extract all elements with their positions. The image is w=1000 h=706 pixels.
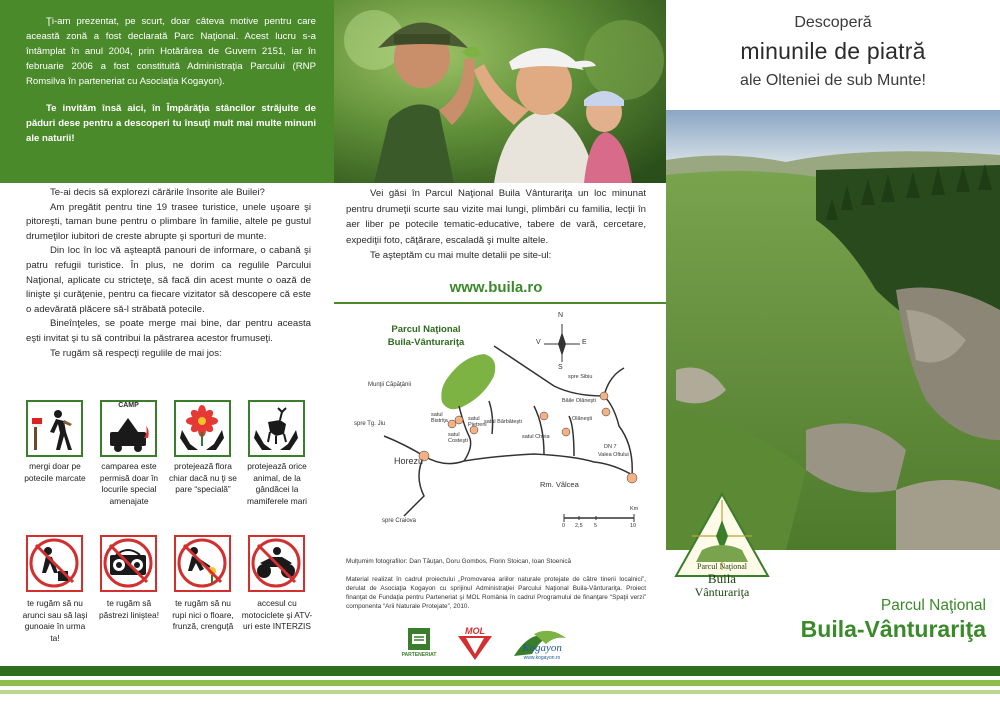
rule-caption-5: te rugăm să nu arunci sau să laşi gunoaie în urma ta!	[22, 598, 88, 643]
deer-hands-icon	[248, 400, 305, 457]
map-label-rm-valcea: Rm. Vâlcea	[540, 480, 579, 489]
no-radio-icon	[100, 535, 157, 592]
scale-tick-3: 10	[630, 523, 637, 529]
rule-caption-4: protejează orice animal, de la gândăcei la mamiferele mari	[246, 461, 308, 506]
left-paragraph-5: Te rugăm să respecţi regulile de mai jos:	[50, 347, 222, 359]
left-paragraph-4: Bineînţeles, se poate merge mai bine, dar pentru aceasta eşti invitat şi tu să contribui la păstrarea acestor frumuseţi.	[26, 318, 311, 344]
map-label-tg-jiu: spre Tg. Jiu	[354, 421, 386, 427]
emblem-text-1: Parcul Naţional	[697, 562, 747, 571]
hiker-icon	[26, 400, 83, 457]
left-paragraph-3: Din loc în loc vă aşteaptă panouri de informare, o cabană şi patru refugii turistice. În plus, ne dorim ca regulile Parcului Naţional, aplicate cu stricteţe, să facă din acest munte o oază de linişte şi curăţenie, pentru ca fiecare vizitator să descopere că este o adevărată plăcere să-l străbată potecile.	[26, 245, 311, 315]
map-title-line-1: Parcul Naţional	[391, 324, 461, 335]
flower-hands-icon	[174, 400, 231, 457]
rule-caption-3: protejează flora chiar dacă nu ţi se pare “specială”	[169, 461, 237, 494]
rule-caption-7: te rugăm să nu rupi nici o floare, frunză, crenguţă	[172, 598, 234, 631]
no-litter-icon	[26, 535, 83, 592]
map-label-cheia: satul Cheia	[522, 434, 550, 440]
park-map	[334, 306, 666, 558]
middle-text-block	[346, 186, 646, 264]
map-label-sibiu: spre Sibiu	[568, 374, 593, 380]
map-label-costesti: satul Costeşti	[448, 432, 468, 444]
cover-tagline-3: ale Olteniei de sub Munte!	[740, 72, 926, 89]
landscape-photo	[666, 110, 1000, 599]
kogayon-label: Kogayon	[522, 642, 562, 654]
rule-caption-2: camparea este permisă doar în locurile special amenajate	[99, 461, 159, 506]
intro-paragraph-2: Te invităm însă aici, în Împărăţia stâncilor străjuite de păduri dese pentru a descoperi tu însuţi mult mai multe minuni ale naturii!	[26, 103, 316, 144]
scale-tick-0: 0	[562, 523, 566, 529]
map-title-line-2: Buila-Vânturariţa	[387, 337, 465, 348]
map-label-horezu: Horezu	[394, 456, 424, 466]
map-label-pietreni: satul Pietreni	[468, 416, 487, 428]
map-label-craiova: spre Craiova	[382, 518, 417, 524]
map-label-olanesti: Olăneşti	[572, 416, 593, 422]
camp-label: CAMP	[118, 402, 139, 409]
compass-north: N	[558, 312, 564, 319]
photo-credits: Mulţumim fotografilor: Dan Tăuţan, Doru Gombos, Florin Stoican, Ioan Stoenică	[346, 558, 572, 565]
website-link[interactable]: www.buila.ro	[449, 279, 543, 296]
compass-south: S	[558, 364, 563, 371]
section-divider	[334, 302, 666, 304]
cover-tagline-1: Descoperă	[794, 14, 872, 31]
park-title-line-1: Parcul Naţional	[880, 597, 986, 614]
middle-paragraph-1: Vei găsi în Parcul Naţional Buila Vânturariţa un loc minunat pentru drumeţii scurte sau vizite mai lungi, plimbări cu familia, lecţii în aer liber pe potecile tematic-educative, tabere de vară, cercetare, expediţii foto, căţărare, escaladă şi multe altele.	[346, 188, 646, 246]
map-label-dn7: DN 7	[604, 444, 617, 450]
cover-tagline-2: minunile de piatră	[740, 38, 926, 64]
hikers-photo	[334, 0, 666, 183]
scale-unit: Km	[630, 506, 639, 512]
map-label-bistrita: satul Bistriţa	[431, 412, 448, 424]
emblem-text-2: Buila	[707, 571, 737, 586]
left-paragraph-2: Am pregătit pentru tine 19 trasee turistice, unele uşoare şi pitoreşti, taman bune pentru o plimbare în familie, altele pe gustul drumeţilor iubitori de creste abrupte şi sporturi de munte.	[26, 201, 311, 242]
park-title-line-2: Buila-Vânturariţa	[800, 616, 986, 642]
map-label-baile: Băile Olăneşti	[562, 398, 596, 404]
compass-west: V	[536, 339, 541, 346]
left-paragraph-1: Te-ai decis să explorezi cărările însorite ale Builei?	[50, 187, 265, 198]
compass-east: E	[582, 339, 587, 346]
mol-label: MOL	[465, 626, 485, 636]
map-label-capatanii: Munţii Căpăţânii	[368, 382, 412, 388]
emblem-text-3: Vânturariţa	[694, 585, 750, 599]
scale-tick-1: 2,5	[575, 523, 583, 529]
map-label-valea-oltului: Valea Oltului	[598, 452, 629, 458]
scale-tick-2: 5	[594, 523, 598, 529]
bottom-margin	[0, 697, 1000, 706]
kogayon-url: www.kogayon.ro	[523, 655, 561, 661]
middle-paragraph-2: Te aşteptăm cu mai multe detalii pe site-ul:	[370, 250, 552, 261]
left-text-block	[26, 186, 311, 361]
rule-caption-6: te rugăm să păstrezi liniştea!	[98, 598, 160, 620]
map-label-barbatesti: satul Bărbăteşti	[484, 419, 522, 425]
intro-panel	[0, 0, 334, 183]
bottom-stripe-3	[0, 690, 1000, 694]
no-atv-icon	[248, 535, 305, 592]
bottom-stripe-1	[0, 666, 1000, 676]
sponsor-text: Material realizat în cadrul proiectului „Promovarea ariilor naturale protejate de către tinerii localnici”, derulat de Asociaţia Kogayon cu sprijinul Administraţiei Parcului Naţional Buila-Vânturariţa. Proiect finanţat de Fundaţia pentru Parteneriat şi MOL România în cadrul Programului de finanţare “Spaţii verzi” componenta “Arii Naturale Protejate”, 2010.	[346, 576, 646, 610]
intro-paragraph-1: Ţi-am prezentat, pe scurt, doar câteva motive pentru care această zonă a fost declarată Parc Naţional. Acest lucru s-a întâmplat în anul 2004, prin Hotărârea de Guvern 2151, iar în februarie 2006 a fost constituită Administraţia Parcului (RNP Romsilva în parteneriat cu Asociaţia Kogayon).	[26, 16, 316, 87]
parteneriat-label: PARTENERIAT	[401, 652, 437, 658]
no-picking-icon	[174, 535, 231, 592]
bottom-stripe-2	[0, 680, 1000, 686]
rule-caption-8: accesul cu motociclete şi ATV-uri este INTERZIS	[241, 598, 313, 631]
rule-caption-1: mergi doar pe potecile marcate	[24, 461, 86, 483]
